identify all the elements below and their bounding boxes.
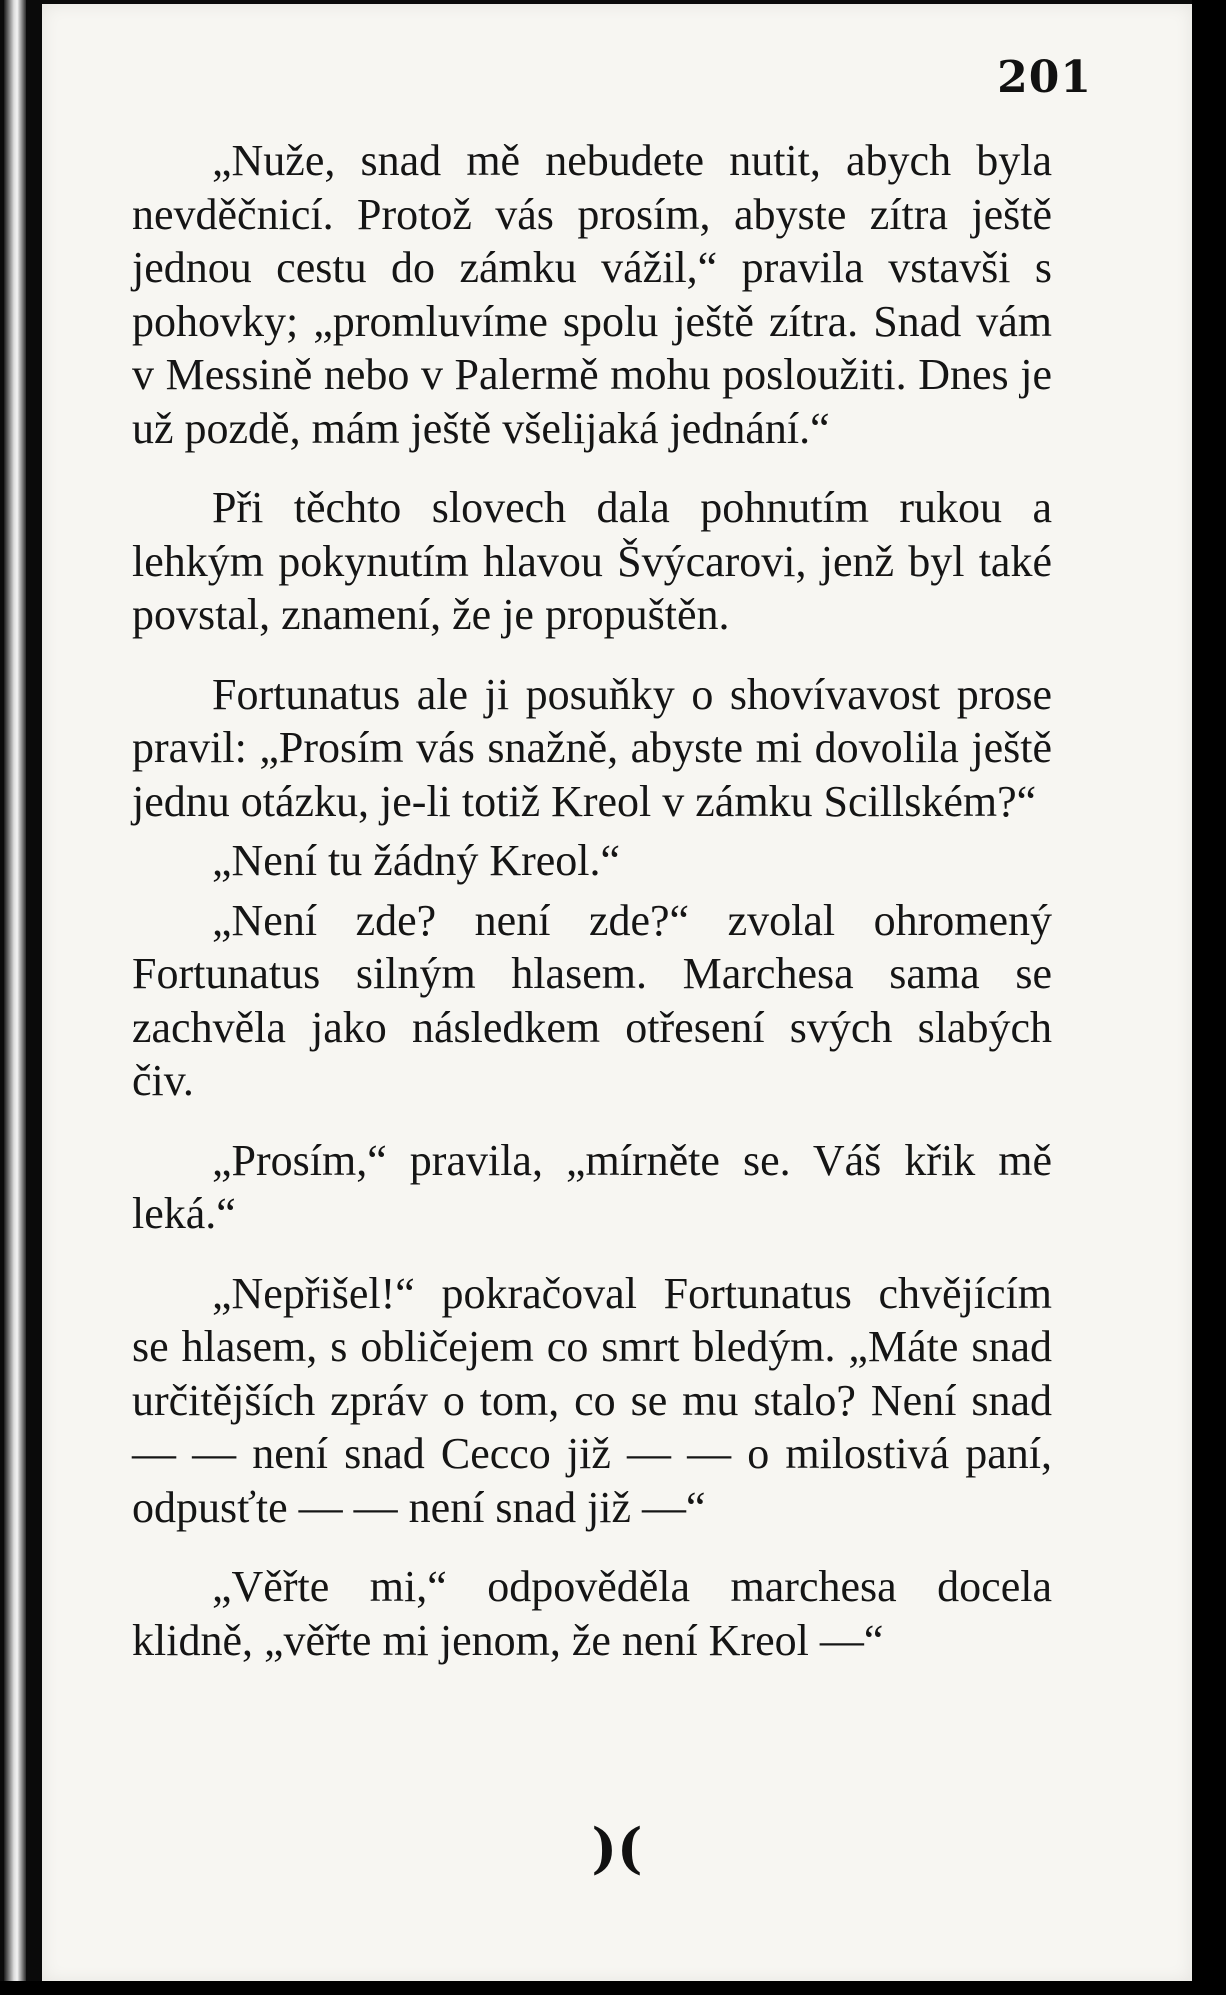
paragraph-3: Fortunatus ale ji posuňky o shovívavost prose pravil: „Prosím vás snažně, abyste mi dovolila ještě jednu otázku, je-li totiž Kreol v zámku Scillském?“ [132,669,1052,826]
body-text [132,134,1052,1667]
paragraph-7: „Nepřišel!“ pokračoval Fortunatus chvějícím se hlasem, s obličejem co smrt bledým. „Máte snad určitějších zpráv o tom, co se mu stalo? Není snad — — není snad Cecco již — — o milostivá paní, odpusťte — — není snad již —“ [132,1268,1052,1532]
paragraph-4: „Není tu žádný Kreol.“ [212,836,621,885]
paragraph-1: „Nuže, snad mě nebudete nutit, abych byla nevděčnicí. Protož vás prosím, abyste zítra ještě jednou cestu do zámku vážil,“ pravila vstavši s pohovky; „promluvíme spolu ještě zítra. Snad vám v Messině nebo v Palermě mohu posloužiti. Dnes je už pozdě, mám ještě všelijaká jednání.“ [132,136,1052,453]
paragraph-5: „Není zde? není zde?“ zvolal ohromený Fortunatus silným hlasem. Marchesa sama se zachvěla jako následkem otřesení svých slabých čiv. [132,895,1052,1105]
end-ornament: )( [591,1816,643,1880]
paragraph-6: „Prosím,“ pravila, „mírněte se. Váš křik mě leká.“ [132,1135,1052,1238]
scan-border-bottom [0,1981,1226,1995]
scan-border-right [1192,0,1226,1995]
page-number: 201 [997,52,1092,103]
book-page [42,4,1192,1982]
paragraph-8: „Věřte mi,“ odpověděla marchesa docela klidně, „věřte mi jenom, že není Kreol —“ [132,1562,1052,1665]
paragraph-2: Při těchto slovech dala pohnutím rukou a lehkým pokynutím hlavou Švýcarovi, jenž byl také povstal, znamení, že je propuštěn. [132,483,1052,639]
page-edge-left [4,0,26,1995]
